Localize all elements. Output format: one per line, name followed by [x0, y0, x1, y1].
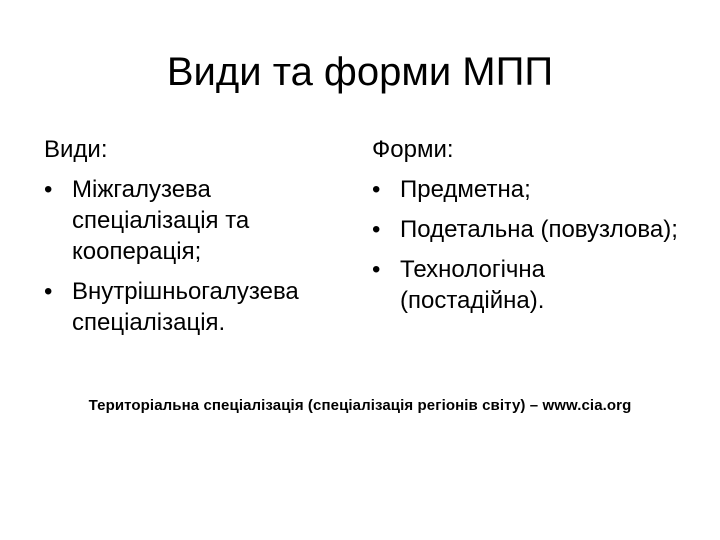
types-column [44, 134, 354, 347]
bullet-icon: • [44, 278, 53, 305]
list-item [44, 276, 354, 338]
slide-title: Види та форми МПП [166, 50, 554, 94]
list-item [372, 254, 692, 316]
bullet-icon: • [372, 256, 381, 283]
bullet-icon: • [372, 216, 381, 243]
forms-column [372, 134, 692, 325]
list-item-text: Технологічна (постадійна). [400, 256, 546, 314]
forms-heading: Форми: [372, 136, 454, 163]
list-item [372, 214, 692, 245]
list-item [44, 174, 354, 267]
bullet-icon: • [372, 176, 381, 203]
list-item-text: Предметна; [400, 176, 531, 203]
types-heading: Види: [44, 136, 108, 163]
types-list [44, 174, 354, 338]
list-item-text: Міжгалузева спеціалізація та кооперація; [72, 176, 250, 265]
bullet-icon: • [44, 176, 53, 203]
list-item-text: Внутрішньогалузева спеціалізація. [72, 278, 299, 336]
list-item-text: Подетальна (повузлова); [400, 216, 678, 243]
list-item [372, 174, 692, 205]
footer-note: Територіальна спеціалізація (спеціалізація регіонів світу) – www.cia.org [88, 397, 632, 414]
forms-list [372, 174, 692, 316]
